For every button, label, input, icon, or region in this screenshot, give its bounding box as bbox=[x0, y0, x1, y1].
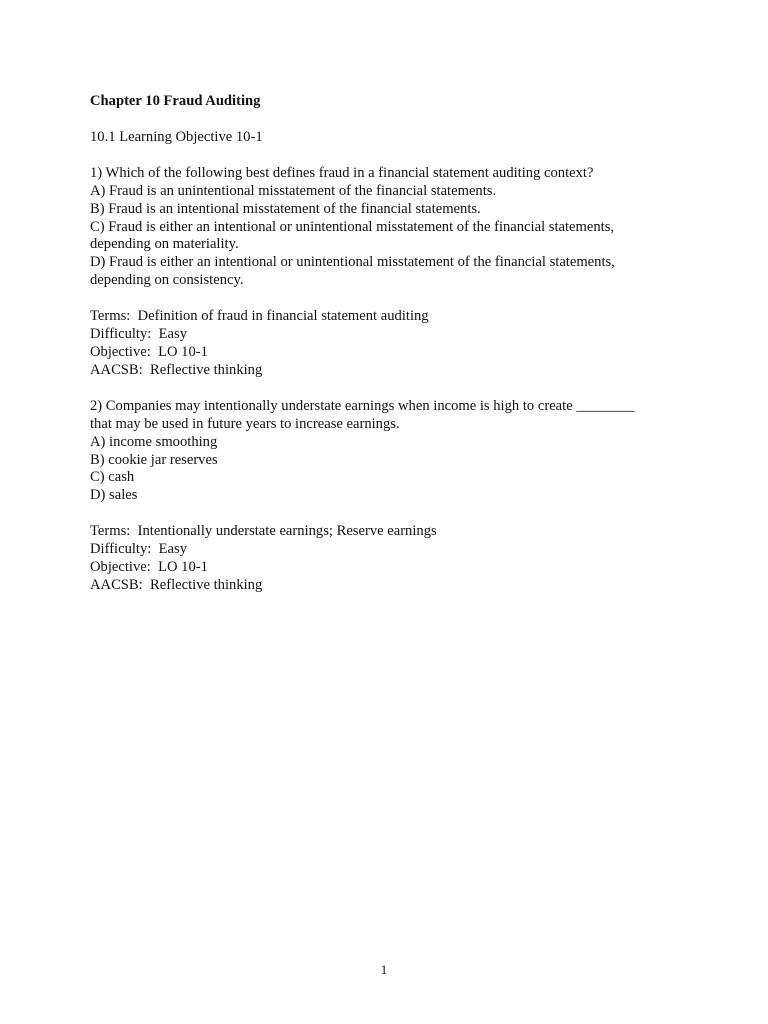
question-1-option-d-cont: depending on consistency. bbox=[90, 272, 244, 289]
question-2-option-a: A) income smoothing bbox=[90, 433, 218, 450]
question-1-option-c-cont: depending on materiality. bbox=[90, 236, 239, 253]
question-1-objective: Objective: LO 10-1 bbox=[90, 343, 208, 360]
question-1-meta bbox=[90, 308, 690, 380]
question-2-difficulty: Difficulty: Easy bbox=[90, 541, 188, 558]
question-2-stem: 2) Companies may intentionally understate earnings when income is high to create ________ bbox=[90, 397, 635, 414]
question-1-option-b: B) Fraud is an intentional misstatement of the financial statements. bbox=[90, 200, 481, 217]
question-1-difficulty: Difficulty: Easy bbox=[90, 326, 188, 343]
question-1-terms: Terms: Definition of fraud in financial statement auditing bbox=[90, 308, 429, 325]
question-2 bbox=[90, 398, 690, 505]
question-1 bbox=[90, 165, 690, 290]
question-1-option-d: D) Fraud is either an intentional or unintentional misstatement of the financial statements, bbox=[90, 254, 615, 271]
question-1-option-c: C) Fraud is either an intentional or unintentional misstatement of the financial statements, bbox=[90, 218, 615, 235]
question-2-aacsb: AACSB: Reflective thinking bbox=[90, 576, 263, 593]
question-1-option-a: A) Fraud is an unintentional misstatement of the financial statements. bbox=[90, 182, 497, 199]
question-2-option-c: C) cash bbox=[90, 469, 135, 486]
question-1-stem: 1) Which of the following best defines fraud in a financial statement auditing context? bbox=[90, 164, 594, 181]
question-2-stem-cont: that may be used in future years to increase earnings. bbox=[90, 415, 400, 432]
question-2-option-b: B) cookie jar reserves bbox=[90, 451, 218, 468]
document-page bbox=[90, 93, 690, 595]
question-2-objective: Objective: LO 10-1 bbox=[90, 559, 208, 576]
page-number: 1 bbox=[380, 962, 388, 977]
section-heading: 10.1 Learning Objective 10-1 bbox=[90, 128, 263, 145]
question-2-option-d: D) sales bbox=[90, 487, 138, 504]
question-2-terms: Terms: Intentionally understate earnings; Reserve earnings bbox=[90, 523, 437, 540]
question-1-aacsb: AACSB: Reflective thinking bbox=[90, 361, 263, 378]
chapter-title: Chapter 10 Fraud Auditing bbox=[90, 93, 261, 109]
question-2-meta bbox=[90, 523, 690, 595]
